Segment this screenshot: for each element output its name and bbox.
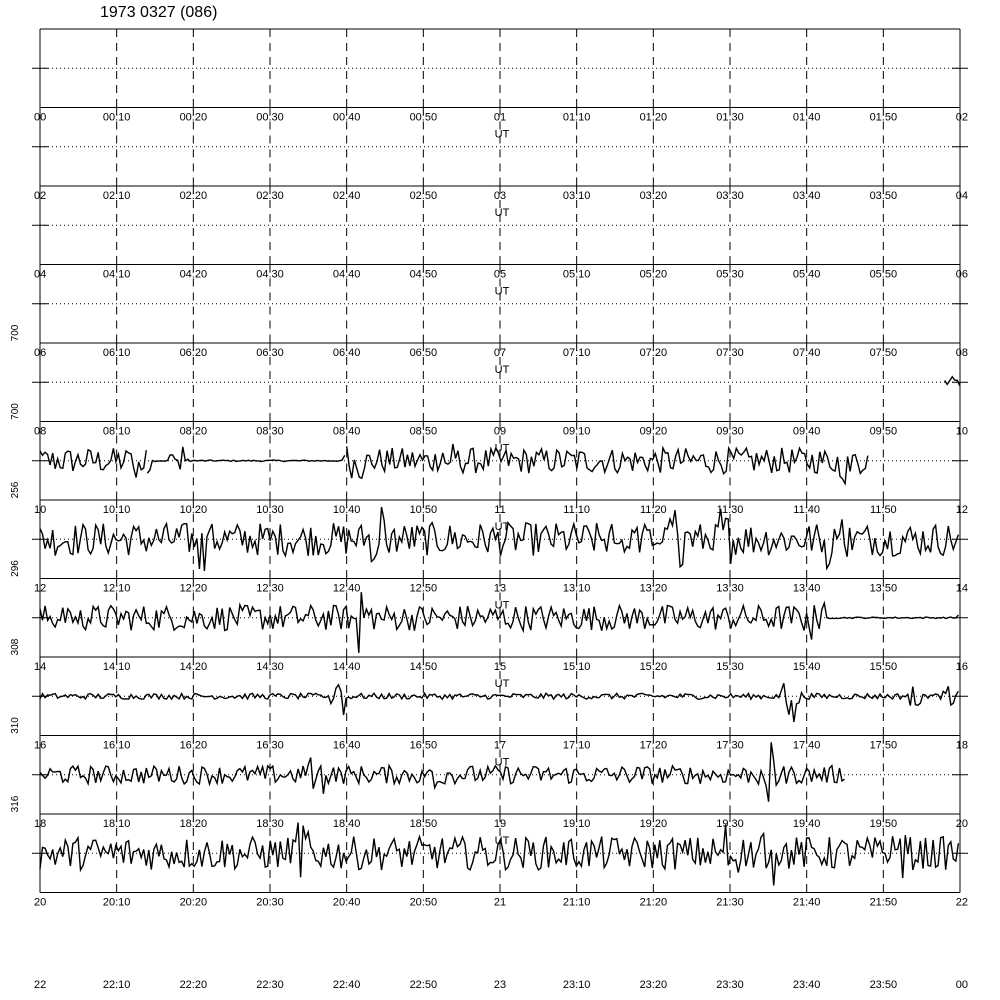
time-tick-label: 21:10 [562, 896, 591, 909]
time-tick-label: 20 [955, 818, 968, 830]
time-tick-label: 03:30 [716, 190, 744, 202]
time-tick-label: 07:40 [792, 347, 821, 359]
time-tick-label: 14:40 [332, 661, 361, 673]
time-tick-label: 02:40 [332, 190, 361, 202]
time-tick-label: 09 [493, 425, 507, 438]
ut-axis-label: UT [494, 599, 510, 612]
time-tick-label: 04:50 [409, 268, 438, 281]
time-tick-label: 02:30 [256, 190, 284, 202]
ut-axis-label: UT [494, 678, 510, 690]
time-tick-label: 01:40 [792, 111, 821, 124]
time-tick-label: 22:40 [332, 979, 361, 991]
time-tick-label: 04:10 [102, 268, 131, 281]
time-tick-label: 21:50 [869, 896, 898, 909]
time-tick-label: 15:30 [716, 661, 744, 673]
time-tick-label: 14:20 [179, 661, 208, 673]
time-tick-label: 02 [955, 111, 968, 124]
time-tick-label: 01:50 [869, 111, 898, 124]
time-tick-label: 01:20 [639, 111, 668, 124]
time-tick-label: 17:20 [639, 739, 668, 752]
time-tick-label: 07:10 [562, 347, 591, 359]
panel-side-label: 700 [10, 403, 21, 420]
time-tick-label: 07:50 [869, 347, 898, 359]
time-tick-label: 08 [34, 425, 47, 438]
time-tick-label: 05:50 [869, 268, 898, 281]
time-tick-label: 06:10 [102, 347, 131, 359]
time-tick-label: 05:10 [562, 268, 591, 281]
time-tick-label: 18:40 [332, 818, 361, 830]
time-tick-label: 10:30 [256, 504, 284, 516]
panel-side-label: 296 [10, 560, 21, 577]
time-tick-label: 04 [955, 190, 968, 202]
time-tick-label: 09:30 [716, 425, 744, 438]
time-tick-label: 22:20 [179, 979, 208, 991]
time-tick-label: 02:20 [179, 190, 208, 202]
time-tick-label: 18:30 [256, 818, 284, 830]
time-tick-label: 01 [493, 111, 507, 124]
ut-axis-label: UT [494, 364, 510, 376]
time-tick-label: 05:40 [792, 268, 821, 281]
time-tick-label: 19:10 [562, 818, 591, 830]
time-tick-label: 14:10 [102, 661, 131, 673]
time-tick-label: 06:20 [179, 347, 208, 359]
panel-side-label: 316 [10, 795, 21, 813]
time-tick-label: 18 [955, 739, 968, 752]
time-tick-label: 12:30 [256, 582, 284, 595]
time-tick-label: 14:50 [409, 661, 438, 673]
time-tick-label: 00:50 [409, 111, 438, 124]
time-tick-label: 04:20 [179, 268, 208, 281]
time-tick-label: 10:50 [409, 504, 438, 516]
time-tick-label: 15:50 [869, 661, 898, 673]
time-tick-label: 16:40 [332, 739, 361, 752]
time-tick-label: 19:50 [869, 818, 898, 830]
time-tick-label: 03:10 [562, 190, 591, 202]
time-tick-label: 22:10 [102, 979, 131, 991]
time-tick-label: 18 [34, 818, 47, 830]
time-tick-label: 15:10 [562, 661, 591, 673]
time-tick-label: 19 [493, 818, 507, 830]
time-tick-label: 16:10 [102, 739, 131, 752]
time-tick-label: 00:20 [179, 111, 208, 124]
time-tick-label: 15:40 [792, 661, 821, 673]
time-tick-label: 12 [955, 504, 968, 516]
time-tick-label: 20 [34, 896, 47, 909]
time-tick-label: 09:40 [792, 425, 821, 438]
time-tick-label: 18:10 [102, 818, 131, 830]
time-tick-label: 17:10 [562, 739, 591, 752]
ut-axis-label: UT [494, 285, 510, 298]
time-tick-label: 20:30 [256, 896, 284, 909]
time-tick-label: 17 [493, 739, 507, 752]
panel-side-label: 700 [10, 324, 21, 342]
time-tick-label: 00 [955, 979, 968, 991]
time-tick-label: 16:30 [256, 739, 284, 752]
time-tick-label: 09:50 [869, 425, 898, 438]
time-tick-label: 05:30 [716, 268, 744, 281]
time-tick-label: 11:30 [716, 504, 744, 516]
time-tick-label: 01:30 [716, 111, 744, 124]
panel-side-label: 308 [10, 638, 21, 656]
ut-axis-label: UT [494, 207, 510, 219]
panel-side-label: 310 [10, 717, 21, 734]
time-tick-label: 14:30 [256, 661, 284, 673]
time-tick-label: 12:50 [409, 582, 438, 595]
time-tick-label: 14 [34, 661, 47, 673]
time-tick-label: 23:10 [562, 979, 591, 991]
seismic-trace [40, 448, 146, 477]
time-tick-label: 13:20 [639, 582, 668, 595]
time-tick-label: 21 [493, 896, 507, 909]
time-tick-label: 08:20 [179, 425, 208, 438]
time-tick-label: 02 [34, 190, 47, 202]
time-tick-label: 23 [493, 979, 507, 991]
ut-axis-label: UT [494, 128, 510, 141]
chart-title: 1973 0327 (086) [100, 4, 218, 21]
ut-axis-label: UT [494, 521, 510, 533]
time-tick-label: 22:30 [256, 979, 284, 991]
time-tick-label: 13:40 [792, 582, 821, 595]
seismic-trace [40, 823, 958, 886]
ut-axis-label: UT [494, 835, 510, 847]
time-tick-label: 17:50 [869, 739, 898, 752]
time-tick-label: 08:50 [409, 425, 438, 438]
time-tick-label: 00 [34, 111, 47, 124]
time-tick-label: 17:30 [716, 739, 744, 752]
time-tick-label: 23:50 [869, 979, 898, 991]
time-tick-label: 11:10 [563, 504, 591, 516]
time-tick-label: 08:10 [102, 425, 131, 438]
time-tick-label: 00:10 [102, 111, 131, 124]
time-tick-label: 16:50 [409, 739, 438, 752]
time-tick-label: 10:20 [179, 504, 208, 516]
time-tick-label: 21:40 [792, 896, 821, 909]
time-tick-label: 03:20 [639, 190, 668, 202]
time-tick-label: 22:50 [409, 979, 438, 991]
time-tick-label: 07:30 [716, 347, 744, 359]
time-tick-label: 08:30 [256, 425, 284, 438]
time-tick-label: 11:40 [793, 504, 821, 516]
time-tick-label: 06 [34, 347, 47, 359]
panel-side-label: 256 [10, 481, 21, 499]
time-tick-label: 13:10 [562, 582, 591, 595]
time-tick-label: 07:20 [639, 347, 668, 359]
time-tick-label: 06:50 [409, 347, 438, 359]
seismic-trace [347, 444, 868, 484]
time-tick-label: 19:20 [639, 818, 668, 830]
time-tick-label: 20:10 [102, 896, 131, 909]
time-tick-label: 13:50 [869, 582, 898, 595]
time-tick-label: 18:20 [179, 818, 208, 830]
time-tick-label: 12:20 [179, 582, 208, 595]
time-tick-label: 21:20 [639, 896, 668, 909]
time-tick-label: 00:30 [256, 111, 284, 124]
time-tick-label: 20:50 [409, 896, 438, 909]
time-tick-label: 07 [493, 347, 507, 359]
time-tick-label: 06 [955, 268, 968, 281]
time-tick-label: 18:50 [409, 818, 438, 830]
time-tick-label: 13 [493, 582, 507, 595]
time-tick-label: 06:40 [332, 347, 361, 359]
time-tick-label: 08 [955, 347, 968, 359]
time-tick-label: 12 [34, 582, 47, 595]
time-tick-label: 23:30 [716, 979, 744, 991]
time-tick-label: 00:40 [332, 111, 361, 124]
time-tick-label: 12:40 [332, 582, 361, 595]
ut-axis-label: UT [494, 756, 510, 769]
time-tick-label: 16 [34, 739, 47, 752]
time-tick-label: 03 [493, 190, 507, 202]
time-tick-label: 11:20 [639, 504, 667, 516]
time-tick-label: 23:20 [639, 979, 668, 991]
time-tick-label: 23:40 [792, 979, 821, 991]
time-tick-label: 15 [493, 661, 507, 673]
time-tick-label: 01:10 [562, 111, 591, 124]
ut-axis-label: UT [494, 442, 510, 455]
time-tick-label: 17:40 [792, 739, 821, 752]
time-tick-label: 20:20 [179, 896, 208, 909]
time-tick-label: 21:30 [716, 896, 744, 909]
time-tick-label: 04:40 [332, 268, 361, 281]
time-tick-label: 10 [955, 425, 968, 438]
time-tick-label: 15:20 [639, 661, 668, 673]
time-tick-label: 08:40 [332, 425, 361, 438]
time-tick-label: 03:40 [792, 190, 821, 202]
time-tick-label: 11 [494, 504, 506, 516]
time-tick-label: 12:10 [102, 582, 131, 595]
time-tick-label: 10:10 [102, 504, 131, 516]
time-tick-label: 14 [955, 582, 968, 595]
time-tick-label: 03:50 [869, 190, 898, 202]
time-tick-label: 19:30 [716, 818, 744, 830]
time-tick-label: 10 [34, 504, 47, 516]
time-tick-label: 20:40 [332, 896, 361, 909]
time-tick-label: 05 [493, 268, 507, 281]
time-tick-label: 09:20 [639, 425, 668, 438]
time-tick-label: 02:50 [409, 190, 438, 202]
time-tick-label: 10:40 [332, 504, 361, 516]
time-tick-label: 11:50 [869, 504, 897, 516]
time-tick-label: 06:30 [256, 347, 284, 359]
time-tick-label: 13:30 [716, 582, 744, 595]
time-tick-label: 19:40 [792, 818, 821, 830]
time-tick-label: 02:10 [102, 190, 131, 202]
time-tick-label: 04:30 [256, 268, 284, 281]
time-tick-label: 16:20 [179, 739, 208, 752]
seismic-trace [147, 447, 344, 473]
time-tick-label: 22 [34, 979, 47, 991]
time-tick-label: 09:10 [562, 425, 591, 438]
time-tick-label: 22 [955, 896, 968, 909]
time-tick-label: 05:20 [639, 268, 668, 281]
seismic-trace [945, 377, 960, 386]
time-tick-label: 04 [34, 268, 47, 281]
time-tick-label: 16 [955, 661, 968, 673]
